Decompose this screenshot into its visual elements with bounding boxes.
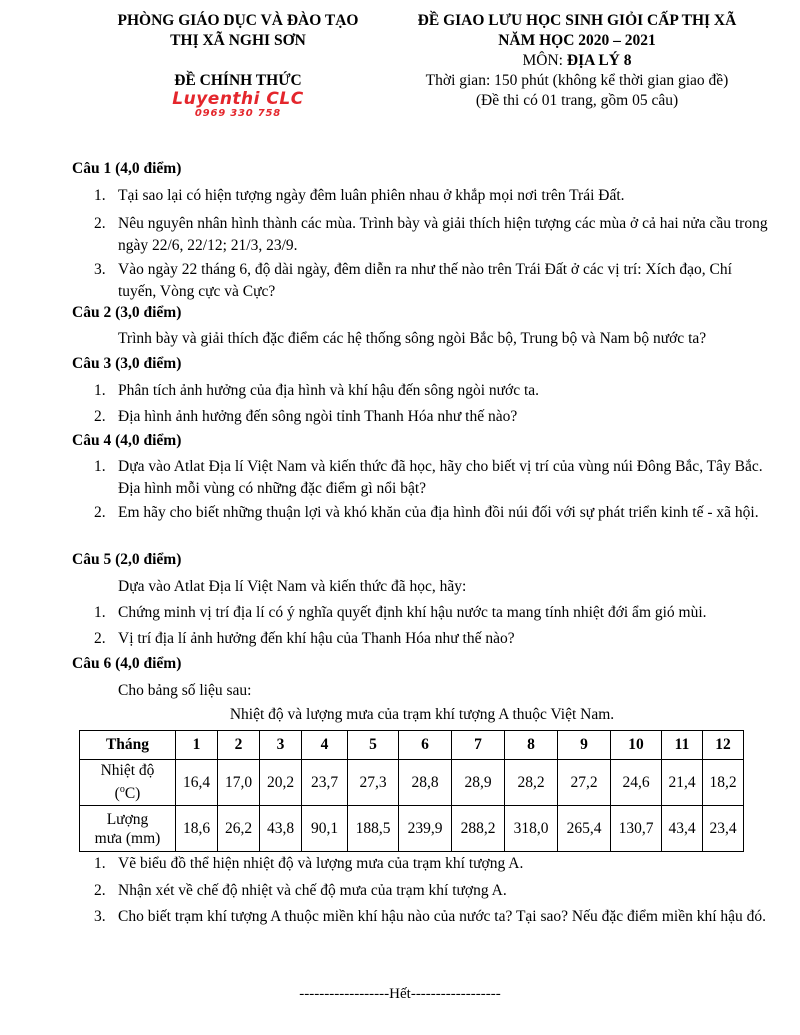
department-name: PHÒNG GIÁO DỤC VÀ ĐÀO TẠO (117, 12, 359, 29)
rainfall-cell: 288,2 (452, 806, 505, 852)
table-header-row (80, 731, 744, 760)
school-year: NĂM HỌC 2020 – 2021 (498, 32, 656, 49)
question-4-title: Câu 4 (4,0 điểm) (72, 432, 182, 449)
question-4-item-1: 1. Dựa vào Atlat Địa lí Việt Nam và kiến thức đã học, hãy cho biết vị trí của vùng núi Đông Bắc, Tây Bắc. Địa hình mỗi vùng có những đặc điểm gì nổi bật? (94, 458, 763, 497)
header-month: 10 (611, 731, 662, 760)
question-3-item-2: 2. Địa hình ảnh hưởng đến sông ngòi tỉnh Thanh Hóa như thế nào? (94, 408, 518, 425)
question-3-item-1: 1. Phân tích ảnh hưởng của địa hình và khí hậu đến sông ngòi nước ta. (94, 382, 540, 399)
question-5-intro: Dựa vào Atlat Địa lí Việt Nam và kiến thức đã học, hãy: (118, 578, 467, 595)
subject-prefix: MÔN: (522, 52, 567, 69)
temperature-cell: 17,0 (218, 760, 260, 806)
temperature-cell: 27,3 (348, 760, 399, 806)
question-6-intro: Cho bảng số liệu sau: (118, 682, 252, 699)
question-6-item-3: 3. Cho biết trạm khí tượng A thuộc miền khí hậu nào của nước ta? Tại sao? Nếu đặc điểm miền khí hậu đó. (94, 908, 767, 925)
temperature-cell: 20,2 (260, 760, 302, 806)
header-month: 6 (399, 731, 452, 760)
header-month: 4 (302, 731, 348, 760)
temperature-cell: 18,2 (703, 760, 744, 806)
temperature-cell: 28,8 (399, 760, 452, 806)
question-2-title: Câu 2 (3,0 điểm) (72, 304, 182, 321)
table-caption: Nhiệt độ và lượng mưa của trạm khí tượng A thuộc Việt Nam. (229, 706, 615, 723)
rainfall-cell: 43,8 (260, 806, 302, 852)
logo-name: Luyenthi CLC (172, 89, 304, 109)
temperature-cell: 23,7 (302, 760, 348, 806)
logo (92, 90, 384, 119)
temperature-cell: 24,6 (611, 760, 662, 806)
subject-line (392, 51, 762, 71)
temperature-cell: 28,2 (505, 760, 558, 806)
district-name: THỊ XÃ NGHI SƠN (170, 32, 306, 49)
question-4-item-2: 2. Em hãy cho biết những thuận lợi và khó khăn của địa hình đồi núi đối với sự phát triển kinh tế - xã hội. (94, 504, 759, 521)
question-1-item-2: 2. Nêu nguyên nhân hình thành các mùa. Trình bày và giải thích hiện tượng các mùa ở cả hai nửa cầu trong ngày 22/6, 22/12; 21/3, 23/9. (94, 215, 768, 254)
rainfall-cell: 318,0 (505, 806, 558, 852)
temperature-cell: 21,4 (662, 760, 703, 806)
rainfall-cell: 130,7 (611, 806, 662, 852)
question-1-item-3: 3. Vào ngày 22 tháng 6, độ dài ngày, đêm diễn ra như thế nào trên Trái Đất ở các vị trí: Xích đạo, Chí tuyến, Vòng cực và Cực? (94, 261, 732, 300)
rainfall-cell: 188,5 (348, 806, 399, 852)
header-month: 7 (452, 731, 505, 760)
question-1-item-1: 1. Tại sao lại có hiện tượng ngày đêm luân phiên nhau ở khắp mọi nơi trên Trái Đất. (94, 187, 625, 204)
rainfall-cell: 90,1 (302, 806, 348, 852)
end-marker: ------------------Hết------------------ (299, 986, 501, 1002)
exam-time: Thời gian: 150 phút (không kể thời gian giao đề) (425, 72, 729, 89)
header-month: 3 (260, 731, 302, 760)
rainfall-cell: 239,9 (399, 806, 452, 852)
temperature-row (80, 760, 744, 806)
header-month: 9 (558, 731, 611, 760)
header-month-label: Tháng (80, 731, 176, 760)
question-5-item-1: 1. Chứng minh vị trí địa lí có ý nghĩa quyết định khí hậu nước ta mang tính nhiệt đới ẩm gió mùi. (94, 604, 707, 621)
rainfall-row (80, 806, 744, 852)
header-month: 11 (662, 731, 703, 760)
official-label: ĐỀ CHÍNH THỨC (174, 72, 302, 89)
rainfall-cell: 26,2 (218, 806, 260, 852)
question-3-title: Câu 3 (3,0 điểm) (72, 355, 182, 372)
question-5-item-2: 2. Vị trí địa lí ảnh hưởng đến khí hậu của Thanh Hóa như thế nào? (94, 630, 515, 647)
header-month: 12 (703, 731, 744, 760)
rainfall-cell: 18,6 (176, 806, 218, 852)
header-month: 2 (218, 731, 260, 760)
rainfall-cell: 43,4 (662, 806, 703, 852)
header-month: 8 (505, 731, 558, 760)
exam-title: ĐỀ GIAO LƯU HỌC SINH GIỎI CẤP THỊ XÃ (417, 12, 737, 29)
logo-phone: 0969 330 758 (194, 108, 282, 119)
temperature-cell: 27,2 (558, 760, 611, 806)
rainfall-cell: 265,4 (558, 806, 611, 852)
question-6-item-1: 1. Vẽ biểu đồ thể hiện nhiệt độ và lượng mưa của trạm khí tượng A. (94, 855, 524, 872)
rainfall-label: Lượng mưa (mm) (80, 806, 176, 852)
header-month: 5 (348, 731, 399, 760)
temperature-cell: 28,9 (452, 760, 505, 806)
question-6-item-2: 2. Nhận xét về chế độ nhiệt và chế độ mưa của trạm khí tượng A. (94, 882, 507, 899)
climate-table (79, 730, 744, 852)
temperature-label: Nhiệt độ ($^o$C) (80, 760, 176, 806)
exam-note: (Đề thi có 01 trang, gồm 05 câu) (475, 92, 679, 109)
rainfall-cell: 23,4 (703, 806, 744, 852)
temperature-cell: 16,4 (176, 760, 218, 806)
question-1-title: Câu 1 (4,0 điểm) (72, 160, 182, 177)
subject-name: ĐỊA LÝ 8 (566, 52, 632, 69)
header-month: 1 (176, 731, 218, 760)
question-2-text: Trình bày và giải thích đặc điểm các hệ thống sông ngòi Bắc bộ, Trung bộ và Nam bộ nước ta? (118, 330, 707, 347)
question-5-title: Câu 5 (2,0 điểm) (72, 551, 182, 568)
question-6-title: Câu 6 (4,0 điểm) (72, 655, 182, 672)
